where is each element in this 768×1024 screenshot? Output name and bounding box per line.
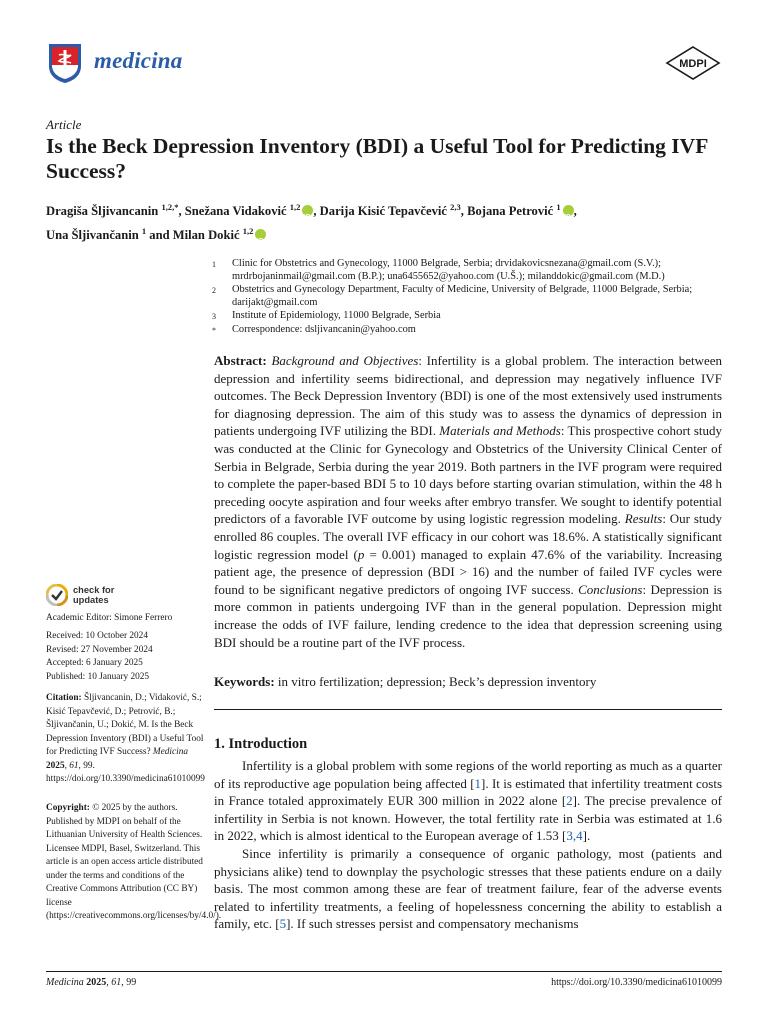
footer-divider — [46, 971, 722, 972]
author-affil-sup: 1 — [141, 226, 147, 237]
abstract-heading-background: Background and Objectives — [271, 353, 419, 368]
abstract-text: : This prospective cohort study was conducted at the Clinic for Gynecology and Obstetrics of the University Clinical Center of Serbia in Belgrade, Serbia during the year 2019. Both partners in the IVF program were required to complete the paper-based BDI 5 to 10 days before starting ovarian stimulation, within the 48 h preceding oocyte aspiration and four weeks after embryo transfer. We sought to identify potential predictors of a favorable IVF outcome by using logistic regression modeling. — [214, 423, 722, 527]
author-affil-sup: 1,2 — [242, 226, 254, 237]
author-separator: and — [146, 228, 173, 243]
affiliation-item — [212, 323, 724, 337]
author-name: Dragiša Šljivancanin — [46, 204, 159, 219]
abstract-heading-methods: Materials and Methods — [439, 423, 561, 439]
orcid-icon[interactable] — [563, 205, 574, 216]
mdpi-logo-icon — [663, 46, 723, 80]
copyright-label: Copyright: — [46, 803, 90, 813]
footer-journal-info — [46, 977, 136, 988]
citation-block — [46, 692, 204, 787]
citation-text: Šljivancanin, D.; Vidaković, S.; Kisić Tepavčević, D.; Petrović, B.; Šljivančanin, U.; Dokić, M. Is the Beck Depression Inventory (BDI) a Useful Tool for Predicting IVF Success? — [46, 693, 204, 757]
abstract-text: : Depression is more common in patients undergoing IVF than in the general population. Depression might increase the odds of IVF failure, lending credence to the idea that depression screening using BDI should be a routine part of the IVF process. — [214, 581, 722, 650]
date-received: Received: 10 October 2024 — [46, 631, 148, 641]
paragraph-text: ]. If such stresses persist and compensatory mechanisms — [286, 916, 579, 932]
citation-volume: , 61 — [64, 760, 79, 771]
keywords-text: in vitro fertilization; depression; Beck’s depression inventory — [277, 674, 597, 689]
author-list — [46, 197, 736, 245]
footer-journal: Medicina — [46, 977, 84, 988]
check-updates-line: check for — [73, 585, 115, 595]
medicina-logo-icon — [46, 42, 84, 84]
affiliation-text: Institute of Epidemiology, 11000 Belgrade, Serbia — [232, 310, 441, 321]
journal-name: medicina — [94, 48, 183, 73]
affiliation-text: Obstetrics and Gynecology Department, Faculty of Medicine, University of Belgrade, 11000 Belgrade, Serbia; darijakt@gmail.com — [232, 284, 693, 308]
abstract-text: : Infertility is a global problem. The interaction between depression and infertility seems bidirectional, and depression may negatively influence IVF outcomes. The Beck Depression Inventory (BDI) is one of the most extensively used instruments for diagnosing depression. The aim of this study was to assess the dynamics of depression in patients undergoing IVF utilizing the BDI. — [214, 353, 723, 439]
section-divider — [214, 709, 722, 710]
affiliations — [212, 257, 724, 337]
author-name: Bojana Petrović — [467, 204, 554, 219]
paragraph-text: ]. The precise prevalence of infertility in Serbia is not known. However, the total fertility rate in Serbia was estimated at 1.6 in 2022, which is almost identical to the European average of 1.53 [ — [214, 793, 722, 844]
affiliation-mark: 3 — [212, 312, 216, 321]
author-name: Milan Dokić — [172, 228, 240, 243]
academic-editor: Academic Editor: Simone Ferrero — [46, 613, 173, 623]
check-for-updates-button[interactable] — [46, 584, 114, 606]
author-affil-sup: 1 — [556, 202, 561, 212]
author-name: Una Šljivančanin — [46, 228, 139, 243]
affiliation-item — [212, 309, 724, 323]
citation-label: Citation: — [46, 693, 82, 703]
affiliation-mark: * — [212, 326, 216, 335]
article-title: Is the Beck Depression Inventory (BDI) a Useful Tool for Predicting IVF Success? — [46, 134, 708, 183]
abstract-p-symbol: p — [357, 546, 365, 562]
citation-doi: , 99. https://doi.org/10.3390/medicina61010099 — [46, 760, 205, 784]
date-accepted: Accepted: 6 January 2025 — [46, 658, 143, 668]
keywords — [214, 673, 722, 690]
abstract-text: : Our study enrolled 86 couples. The overall IVF efficacy in our cohort was 18.6%. A statistically significant logistic regression model ( — [214, 511, 722, 562]
footer-volume: , 61 — [106, 977, 122, 988]
author-name: Darija Kisić Tepavčević — [319, 204, 447, 219]
author-separator: , — [313, 204, 320, 219]
author-separator: , — [573, 204, 577, 219]
author-name: Snežana Vidaković — [184, 204, 287, 219]
section-title-introduction: 1. Introduction — [214, 736, 308, 752]
copyright-text: © 2025 by the authors. Published by MDPI on behalf of the Lithuanian University of Health Sciences. Licensee MDPI, Basel, Switzerland. This article is an open access article distributed under the terms and conditions of the Creative Commons Attribution (CC BY) license (https://creativecommons.org/licenses/by/4.0/). — [46, 803, 222, 921]
paragraph — [214, 757, 722, 845]
paragraph-text: ]. It is estimated that infertility treatment costs in France totaled approximately EUR 300 million in 2022 alone [ — [214, 775, 722, 809]
abstract-label: Abstract: — [214, 353, 267, 368]
author-separator: , — [460, 204, 468, 219]
article-type: Article — [46, 117, 82, 132]
affiliation-mark: 1 — [212, 260, 216, 269]
affiliation-text: Clinic for Obstetrics and Gynecology, 11000 Belgrade, Serbia; drvidakovicsnezana@gmail.com (S.V.); mrdrbojaninmail@gmail.com (B.P.); una6455652@yahoo.com (U.Š.); milanddokic@gmail.com (M.D.) — [232, 258, 665, 282]
check-updates-line: updates — [73, 595, 109, 605]
check-updates-label — [73, 585, 114, 605]
affiliation-text: Correspondence: dsljivancanin@yahoo.com — [232, 324, 416, 335]
abstract — [214, 352, 722, 651]
publication-dates — [46, 630, 204, 684]
orcid-icon[interactable] — [255, 229, 266, 240]
author-affil-sup: 1,2,* — [161, 202, 179, 212]
paragraph — [214, 845, 722, 933]
abstract-heading-results: Results — [624, 511, 663, 527]
check-updates-icon — [46, 584, 68, 606]
footer-doi-link[interactable]: https://doi.org/10.3390/medicina61010099 — [551, 977, 722, 988]
abstract-heading-conclusions: Conclusions — [578, 581, 643, 597]
author-affil-sup: 1,2 — [289, 202, 301, 212]
orcid-icon[interactable] — [302, 205, 313, 216]
citation-link[interactable]: 3,4 — [566, 828, 583, 844]
abstract-text: = 0.001) managed to explain 47.6% of the variability. Increasing patient age, the presence of depression (BDI > 16) and the number of failed IVF cycles were found to be significant negative predictors of ongoing IVF success. — [214, 546, 722, 597]
keywords-label: Keywords: — [214, 674, 275, 689]
paragraph-text: ]. — [582, 828, 591, 844]
affiliation-item — [212, 257, 724, 283]
mdpi-logo-text: MDPI — [679, 58, 707, 70]
citation-link[interactable]: 5 — [279, 916, 287, 932]
author-separator: , — [178, 204, 185, 219]
paragraph-text: Infertility is a global problem with some regions of the world reporting as much as a quarter of its reproductive age population being affected [ — [214, 758, 722, 791]
citation-journal: Medicina — [152, 747, 189, 757]
citation-year: 2025 — [46, 760, 65, 771]
author-affil-sup: 2,3 — [450, 202, 461, 212]
copyright-block — [46, 802, 222, 924]
date-published: Published: 10 January 2025 — [46, 671, 150, 682]
date-revised: Revised: 27 November 2024 — [46, 644, 153, 655]
introduction-body — [214, 757, 722, 933]
paragraph-text: Since infertility is primarily a consequence of organic pathology, most (patients and physicians alike) tend to downplay the psychologic stresses that these patients endure on a daily basis. The most common among these are fear of treatment failure, fear of the adverse events related to infertility treatments, a feeling of hopelessness concerning the ability to establish a family, etc. [ — [214, 845, 722, 932]
footer-year: 2025 — [83, 977, 107, 988]
affiliation-mark: 2 — [212, 286, 216, 295]
affiliation-item — [212, 283, 724, 309]
footer-page: , 99 — [121, 977, 137, 988]
citation-link[interactable]: 1 — [474, 775, 482, 791]
citation-link[interactable]: 2 — [566, 793, 573, 809]
